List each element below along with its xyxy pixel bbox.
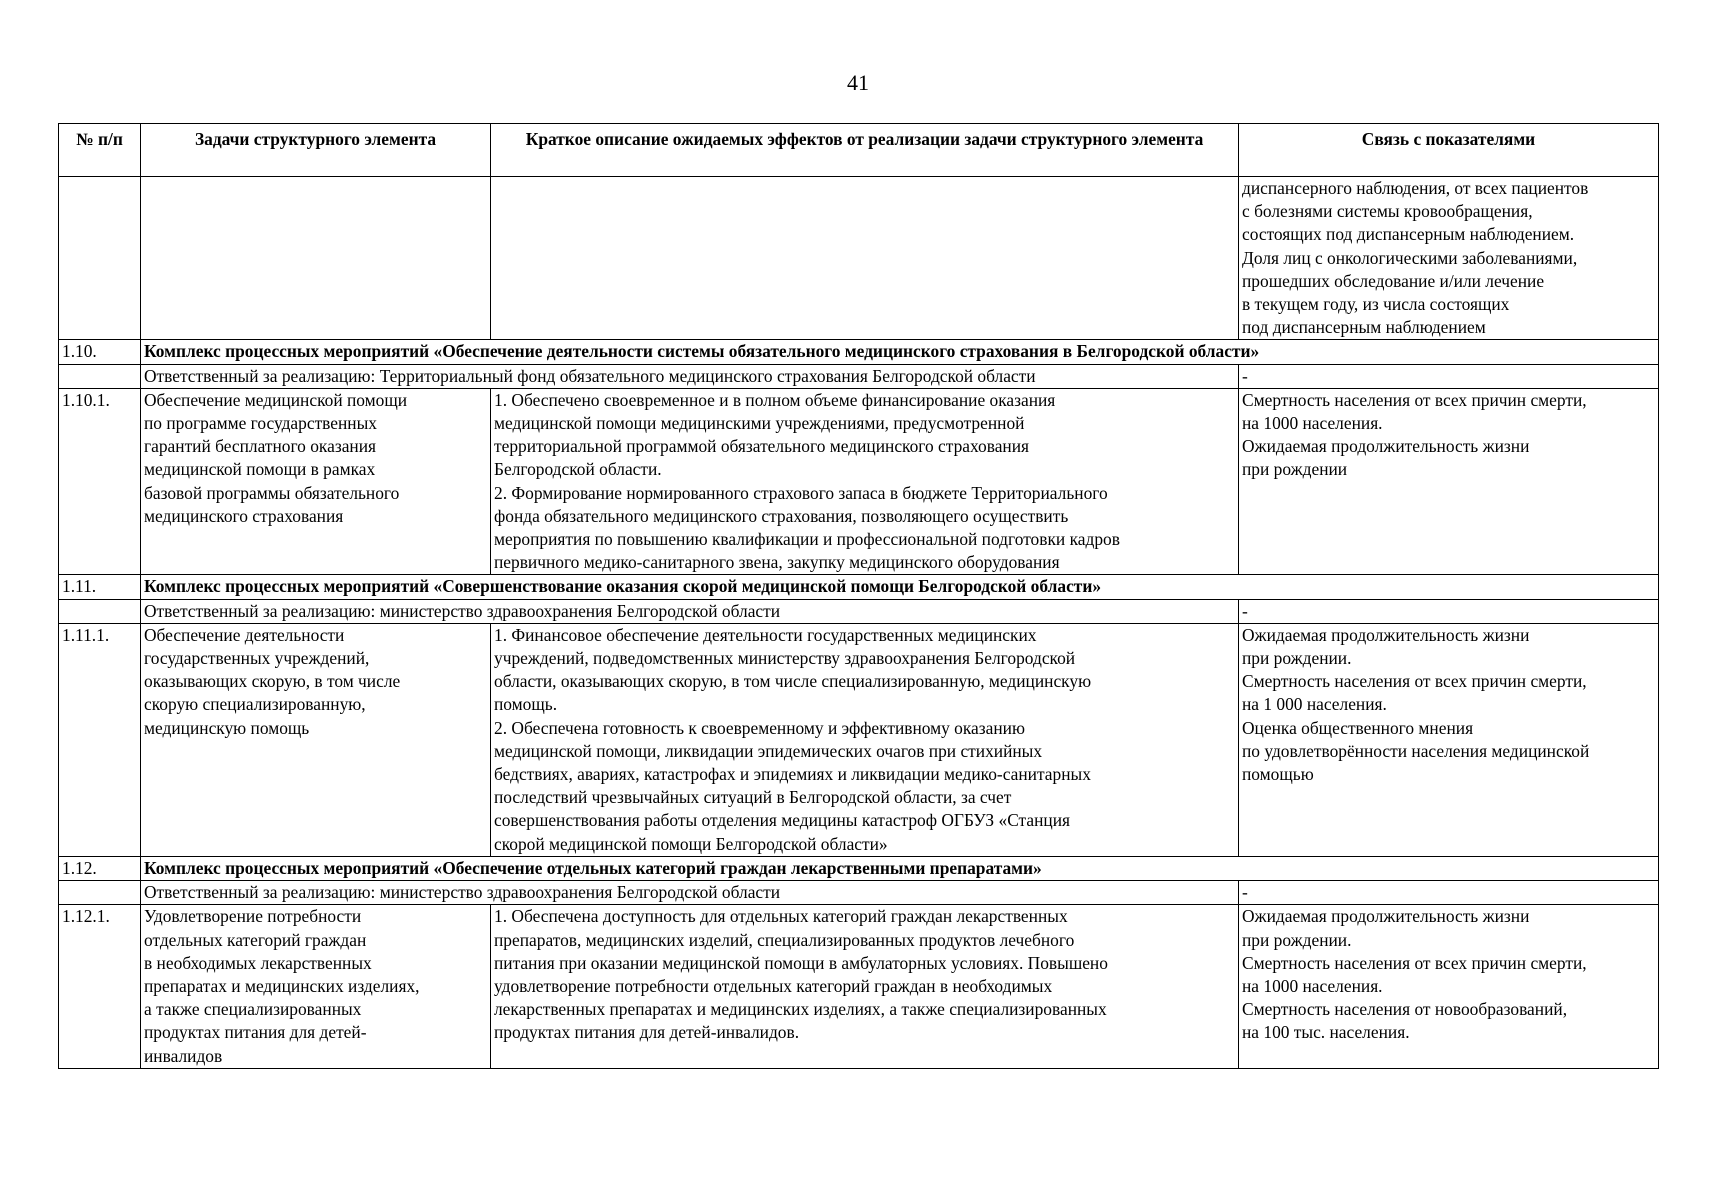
- section-num: 1.12.: [59, 856, 141, 880]
- item-effects: 1. Обеспечена доступность для отдельных категорий граждан лекарственных препаратов, медицинских изделий, специализированных продуктов лечебного питания при оказании медицинской помощи в амбулаторных условиях. Повышено удовлетворение потребности отдельных категорий граждан в необходимых лекарственных препаратах и медицинских изделиях, а также специализированных продуктах питания для детей-инвалидов.: [491, 905, 1239, 1068]
- item-link: Ожидаемая продолжительность жизни при рождении. Смертность населения от всех причин смерти, на 1000 населения. Смертность населения от новообразований, на 100 тыс. населения.: [1239, 905, 1659, 1068]
- section-num: 1.10.: [59, 340, 141, 364]
- section-title: Комплекс процессных мероприятий «Совершенствование оказания скорой медицинской помощи Белгородской области»: [141, 575, 1659, 599]
- table-header-row: [59, 124, 1659, 177]
- responsible-text: Ответственный за реализацию: Территориальный фонд обязательного медицинского страхования Белгородской области: [141, 364, 1239, 388]
- section-title: Комплекс процессных мероприятий «Обеспечение отдельных категорий граждан лекарственными препаратами»: [141, 856, 1659, 880]
- continuation-task-cell: [141, 177, 491, 340]
- continuation-link-cell: диспансерного наблюдения, от всех пациентов с болезнями системы кровообращения, состоящих под диспансерным наблюдением. Доля лиц с онкологическими заболеваниями, прошедших обследование и/или лечение в текущем году, из числа состоящих под диспансерным наблюдением: [1239, 177, 1659, 340]
- item-row: [59, 905, 1659, 1068]
- responsible-link: -: [1239, 599, 1659, 623]
- continuation-row: [59, 177, 1659, 340]
- responsible-link: -: [1239, 364, 1659, 388]
- continuation-num-cell: [59, 177, 141, 340]
- section-row: [59, 340, 1659, 364]
- item-link: Смертность населения от всех причин смерти, на 1000 населения. Ожидаемая продолжительность жизни при рождении: [1239, 388, 1659, 575]
- header-num: № п/п: [59, 124, 141, 177]
- item-row: [59, 388, 1659, 575]
- section-row: [59, 575, 1659, 599]
- item-num: 1.10.1.: [59, 388, 141, 575]
- activities-table: [58, 123, 1659, 1069]
- responsible-text: Ответственный за реализацию: министерство здравоохранения Белгородской области: [141, 599, 1239, 623]
- responsible-row: [59, 881, 1659, 905]
- header-effects: Краткое описание ожидаемых эффектов от реализации задачи структурного элемента: [491, 124, 1239, 177]
- responsible-empty-cell: [59, 364, 141, 388]
- responsible-empty-cell: [59, 881, 141, 905]
- section-title: Комплекс процессных мероприятий «Обеспечение деятельности системы обязательного медицинского страхования в Белгородской области»: [141, 340, 1659, 364]
- section-row: [59, 856, 1659, 880]
- section-num: 1.11.: [59, 575, 141, 599]
- item-task: Обеспечение медицинской помощи по программе государственных гарантий бесплатного оказания медицинской помощи в рамках базовой программы обязательного медицинского страхования: [141, 388, 491, 575]
- responsible-row: [59, 599, 1659, 623]
- item-link: Ожидаемая продолжительность жизни при рождении. Смертность населения от всех причин смерти, на 1 000 населения. Оценка общественного мнения по удовлетворённости населения медицинской помощью: [1239, 623, 1659, 856]
- responsible-row: [59, 364, 1659, 388]
- header-task: Задачи структурного элемента: [141, 124, 491, 177]
- responsible-link: -: [1239, 881, 1659, 905]
- header-link: Связь с показателями: [1239, 124, 1659, 177]
- item-task: Удовлетворение потребности отдельных категорий граждан в необходимых лекарственных препаратах и медицинских изделиях, а также специализированных продуктах питания для детей- инвалидов: [141, 905, 491, 1068]
- responsible-text: Ответственный за реализацию: министерство здравоохранения Белгородской области: [141, 881, 1239, 905]
- item-effects: 1. Обеспечено своевременное и в полном объеме финансирование оказания медицинской помощи медицинскими учреждениями, предусмотренной территориальной программой обязательного медицинского страхования Белгородской области. 2. Формирование нормированного страхового запаса в бюджете Территориального фонда обязательного медицинского страхования, позволяющего осуществить мероприятия по повышению квалификации и профессиональной подготовки кадров первичного медико-санитарного звена, закупку медицинского оборудования: [491, 388, 1239, 575]
- continuation-effects-cell: [491, 177, 1239, 340]
- responsible-empty-cell: [59, 599, 141, 623]
- page-number: 41: [847, 70, 869, 95]
- item-task: Обеспечение деятельности государственных учреждений, оказывающих скорую, в том числе скорую специализированную, медицинскую помощь: [141, 623, 491, 856]
- item-effects: 1. Финансовое обеспечение деятельности государственных медицинских учреждений, подведомственных министерству здравоохранения Белгородской области, оказывающих скорую, в том числе специализированную, медицинскую помощь. 2. Обеспечена готовность к своевременному и эффективному оказанию медицинской помощи, ликвидации эпидемических очагов при стихийных бедствиях, авариях, катастрофах и эпидемиях и ликвидации медико-санитарных последствий чрезвычайных ситуаций в Белгородской области, за счет совершенствования работы отделения медицины катастроф ОГБУЗ «Станция скорой медицинской помощи Белгородской области»: [491, 623, 1239, 856]
- item-num: 1.12.1.: [59, 905, 141, 1068]
- item-num: 1.11.1.: [59, 623, 141, 856]
- item-row: [59, 623, 1659, 856]
